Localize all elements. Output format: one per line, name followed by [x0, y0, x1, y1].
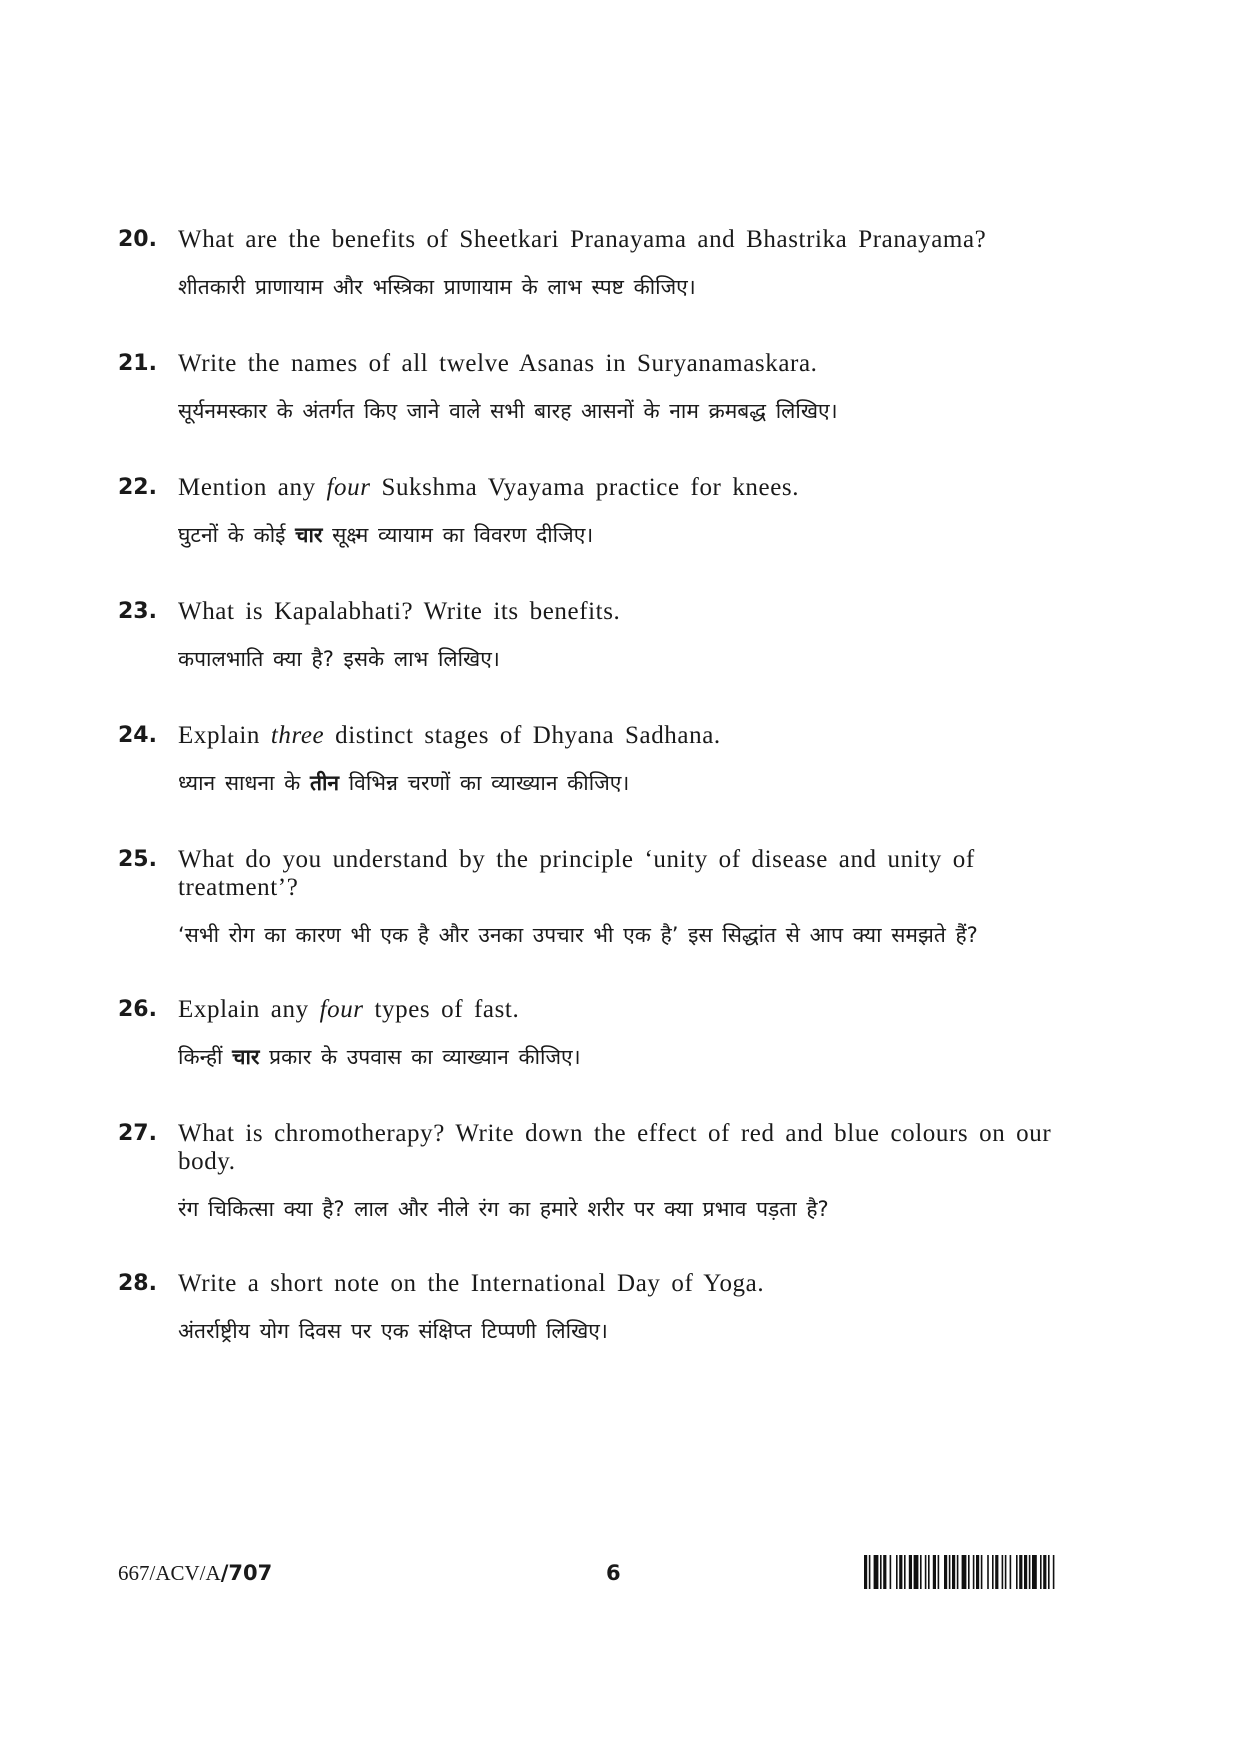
emphasis: three [270, 722, 325, 749]
question-25 [118, 846, 1103, 950]
question-number: 28. [118, 1271, 157, 1296]
question-24 [118, 722, 1103, 798]
barcode-icon [864, 1555, 1126, 1589]
question-text-english: Mention any four Sukshma Vyayama practice for knees. [178, 474, 800, 501]
emphasis: चार [232, 1045, 260, 1069]
question-27 [118, 1120, 1103, 1224]
question-text-english: What is chromotherapy? Write down the effect of red and blue colours on our body. [178, 1120, 1052, 1175]
question-text-english: Write the names of all twelve Asanas in Suryanamaskara. [178, 350, 818, 377]
question-text-english: Write a short note on the International Day of Yoga. [178, 1270, 765, 1297]
paper-code: 667/ACV/A/707 [118, 1561, 273, 1585]
question-text-english: What do you understand by the principle ‘unity of disease and unity of treatment’? [178, 846, 975, 901]
emphasis: four [326, 474, 371, 501]
emphasis: तीन [309, 771, 340, 795]
question-23 [118, 598, 1103, 674]
question-text-hindi: शीतकारी प्राणायाम और भस्त्रिका प्राणायाम के लाभ स्पष्ट कीजिए। [178, 275, 696, 299]
question-text-english: Explain three distinct stages of Dhyana Sadhana. [178, 722, 721, 749]
question-text-hindi: ध्यान साधना के तीन विभिन्न चरणों का व्याख्यान कीजिए। [178, 771, 630, 795]
question-text-english: What is Kapalabhati? Write its benefits. [178, 598, 621, 625]
emphasis: four [319, 996, 364, 1023]
question-text-hindi: घुटनों के कोई चार सूक्ष्म व्यायाम का विवरण दीजिए। [178, 523, 594, 547]
question-20 [118, 226, 1103, 302]
question-text-hindi: रंग चिकित्सा क्या है? लाल और नीले रंग का हमारे शरीर पर क्या प्रभाव पड़ता है? [178, 1197, 829, 1221]
question-21 [118, 350, 1103, 426]
question-text-hindi: किन्हीं चार प्रकार के उपवास का व्याख्यान कीजिए। [178, 1045, 581, 1069]
question-text-hindi: ‘सभी रोग का कारण भी एक है और उनका उपचार भी एक है’ इस सिद्धांत से आप क्या समझते हैं? [178, 923, 978, 947]
question-26 [118, 996, 1103, 1072]
question-number: 21. [118, 351, 157, 376]
question-number: 20. [118, 227, 157, 252]
question-number: 23. [118, 599, 157, 624]
page-number: 6 [606, 1561, 621, 1585]
question-number: 25. [118, 847, 157, 872]
question-22 [118, 474, 1103, 550]
question-text-english: Explain any four types of fast. [178, 996, 520, 1023]
question-number: 22. [118, 475, 157, 500]
question-number: 24. [118, 723, 157, 748]
question-28 [118, 1270, 1103, 1346]
question-number: 26. [118, 997, 157, 1022]
question-text-hindi: कपालभाति क्या है? इसके लाभ लिखिए। [178, 647, 500, 671]
question-text-english: What are the benefits of Sheetkari Pranayama and Bhastrika Pranayama? [178, 226, 987, 253]
question-text-hindi: सूर्यनमस्कार के अंतर्गत किए जाने वाले सभी बारह आसनों के नाम क्रमबद्ध लिखिए। [178, 399, 838, 423]
question-text-hindi: अंतर्राष्ट्रीय योग दिवस पर एक संक्षिप्त टिप्पणी लिखिए। [178, 1319, 608, 1343]
emphasis: चार [295, 523, 323, 547]
question-number: 27. [118, 1121, 157, 1146]
